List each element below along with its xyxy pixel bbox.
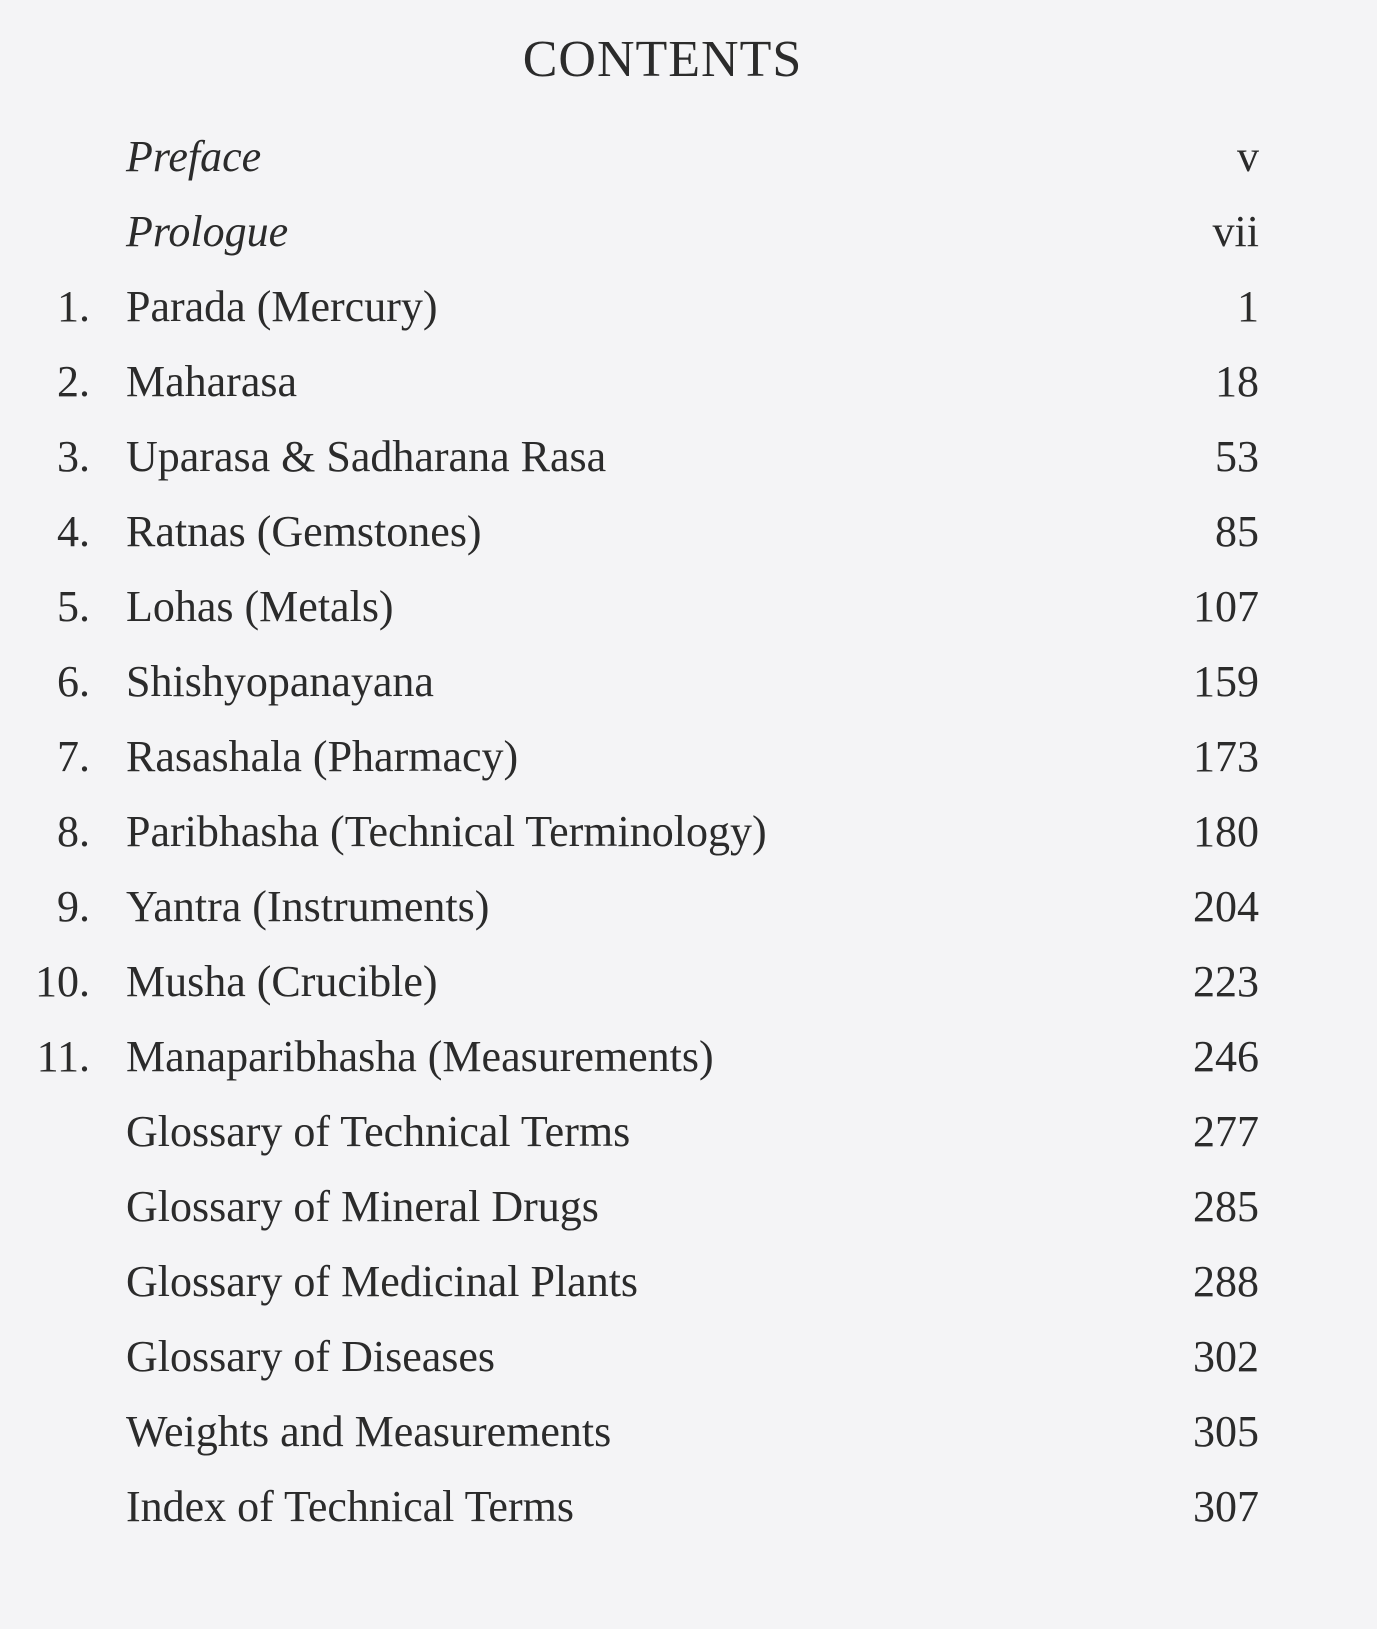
toc-entry-page-number: 305	[1193, 1407, 1259, 1456]
toc-entry-number: 9.	[57, 882, 90, 931]
page-title: CONTENTS	[522, 31, 803, 88]
toc-entry-title: Index of Technical Terms	[126, 1482, 574, 1531]
toc-entry-page-number: 173	[1193, 732, 1259, 781]
toc-entry-page-number: 277	[1193, 1107, 1259, 1156]
toc-entry-page-number: 246	[1193, 1032, 1259, 1081]
toc-entry-number: 4.	[57, 507, 90, 556]
toc-entry	[0, 1093, 1377, 1171]
toc-entry-title: Paribhasha (Technical Terminology)	[126, 807, 767, 856]
toc-entry-title: Rasashala (Pharmacy)	[126, 732, 519, 781]
toc-entry-title: Weights and Measurements	[126, 1407, 612, 1456]
toc-entry-page-number: 85	[1215, 507, 1259, 556]
toc-entry-number: 2.	[57, 357, 90, 406]
toc-entry	[0, 268, 1377, 346]
toc-entry-page-number: v	[1237, 132, 1259, 181]
toc-entry-title: Prologue	[126, 207, 289, 256]
toc-entry-title: Lohas (Metals)	[126, 582, 394, 631]
toc-entry-number: 5.	[57, 582, 90, 631]
toc-entry-number: 11.	[36, 1032, 90, 1081]
toc-entry-number: 1.	[57, 282, 90, 331]
toc-entry-number: 8.	[57, 807, 90, 856]
toc-entry	[0, 1393, 1377, 1471]
toc-entry	[0, 868, 1377, 946]
toc-entry-title: Shishyopanayana	[126, 657, 434, 706]
toc-entry	[0, 1168, 1377, 1246]
toc-entry-title: Glossary of Technical Terms	[126, 1107, 631, 1156]
toc-entry	[0, 568, 1377, 646]
toc-entry	[0, 943, 1377, 1021]
toc-entry-page-number: 302	[1193, 1332, 1259, 1381]
toc-entry	[0, 793, 1377, 871]
toc-entry-title: Maharasa	[126, 357, 298, 406]
toc-entry-title: Yantra (Instruments)	[126, 882, 490, 931]
toc-entry	[0, 118, 1377, 196]
toc-entry	[0, 1018, 1377, 1096]
toc-entry-title: Glossary of Medicinal Plants	[126, 1257, 639, 1306]
toc-entry-title: Uparasa & Sadharana Rasa	[126, 432, 607, 481]
toc-entry-page-number: 180	[1193, 807, 1259, 856]
toc-entry-title: Glossary of Diseases	[126, 1332, 496, 1381]
toc-entry-title: Parada (Mercury)	[126, 282, 438, 331]
toc-entry	[0, 643, 1377, 721]
toc-entry-number: 10.	[35, 957, 90, 1006]
toc-entry-page-number: 288	[1193, 1257, 1259, 1306]
toc-entry-page-number: 159	[1193, 657, 1259, 706]
toc-entry-page-number: 107	[1193, 582, 1259, 631]
toc-entry-page-number: 53	[1215, 432, 1259, 481]
toc-entry	[0, 343, 1377, 421]
toc-entry	[0, 1468, 1377, 1546]
toc-entry	[0, 193, 1377, 271]
toc-entry-title: Musha (Crucible)	[126, 957, 438, 1006]
toc-entry-title: Ratnas (Gemstones)	[126, 507, 482, 556]
toc-entry-page-number: 223	[1193, 957, 1259, 1006]
toc-entry-page-number: 1	[1237, 282, 1259, 331]
toc-entry-page-number: 204	[1193, 882, 1259, 931]
toc-entry-page-number: vii	[1212, 207, 1259, 256]
toc-entry	[0, 418, 1377, 496]
toc-entry-title: Manaparibhasha (Measurements)	[126, 1032, 714, 1081]
toc-entry	[0, 1318, 1377, 1396]
toc-entry-number: 6.	[57, 657, 90, 706]
toc-entry-number: 3.	[57, 432, 90, 481]
toc-entry-number: 7.	[57, 732, 90, 781]
toc-entry-page-number: 307	[1193, 1482, 1259, 1531]
toc-entry-page-number: 285	[1193, 1182, 1259, 1231]
toc-entry-page-number: 18	[1215, 357, 1259, 406]
toc-entry-title: Glossary of Mineral Drugs	[126, 1182, 599, 1231]
toc-entry	[0, 718, 1377, 796]
toc-entry	[0, 493, 1377, 571]
toc-entry	[0, 1243, 1377, 1321]
toc-entry-title: Preface	[126, 132, 262, 181]
